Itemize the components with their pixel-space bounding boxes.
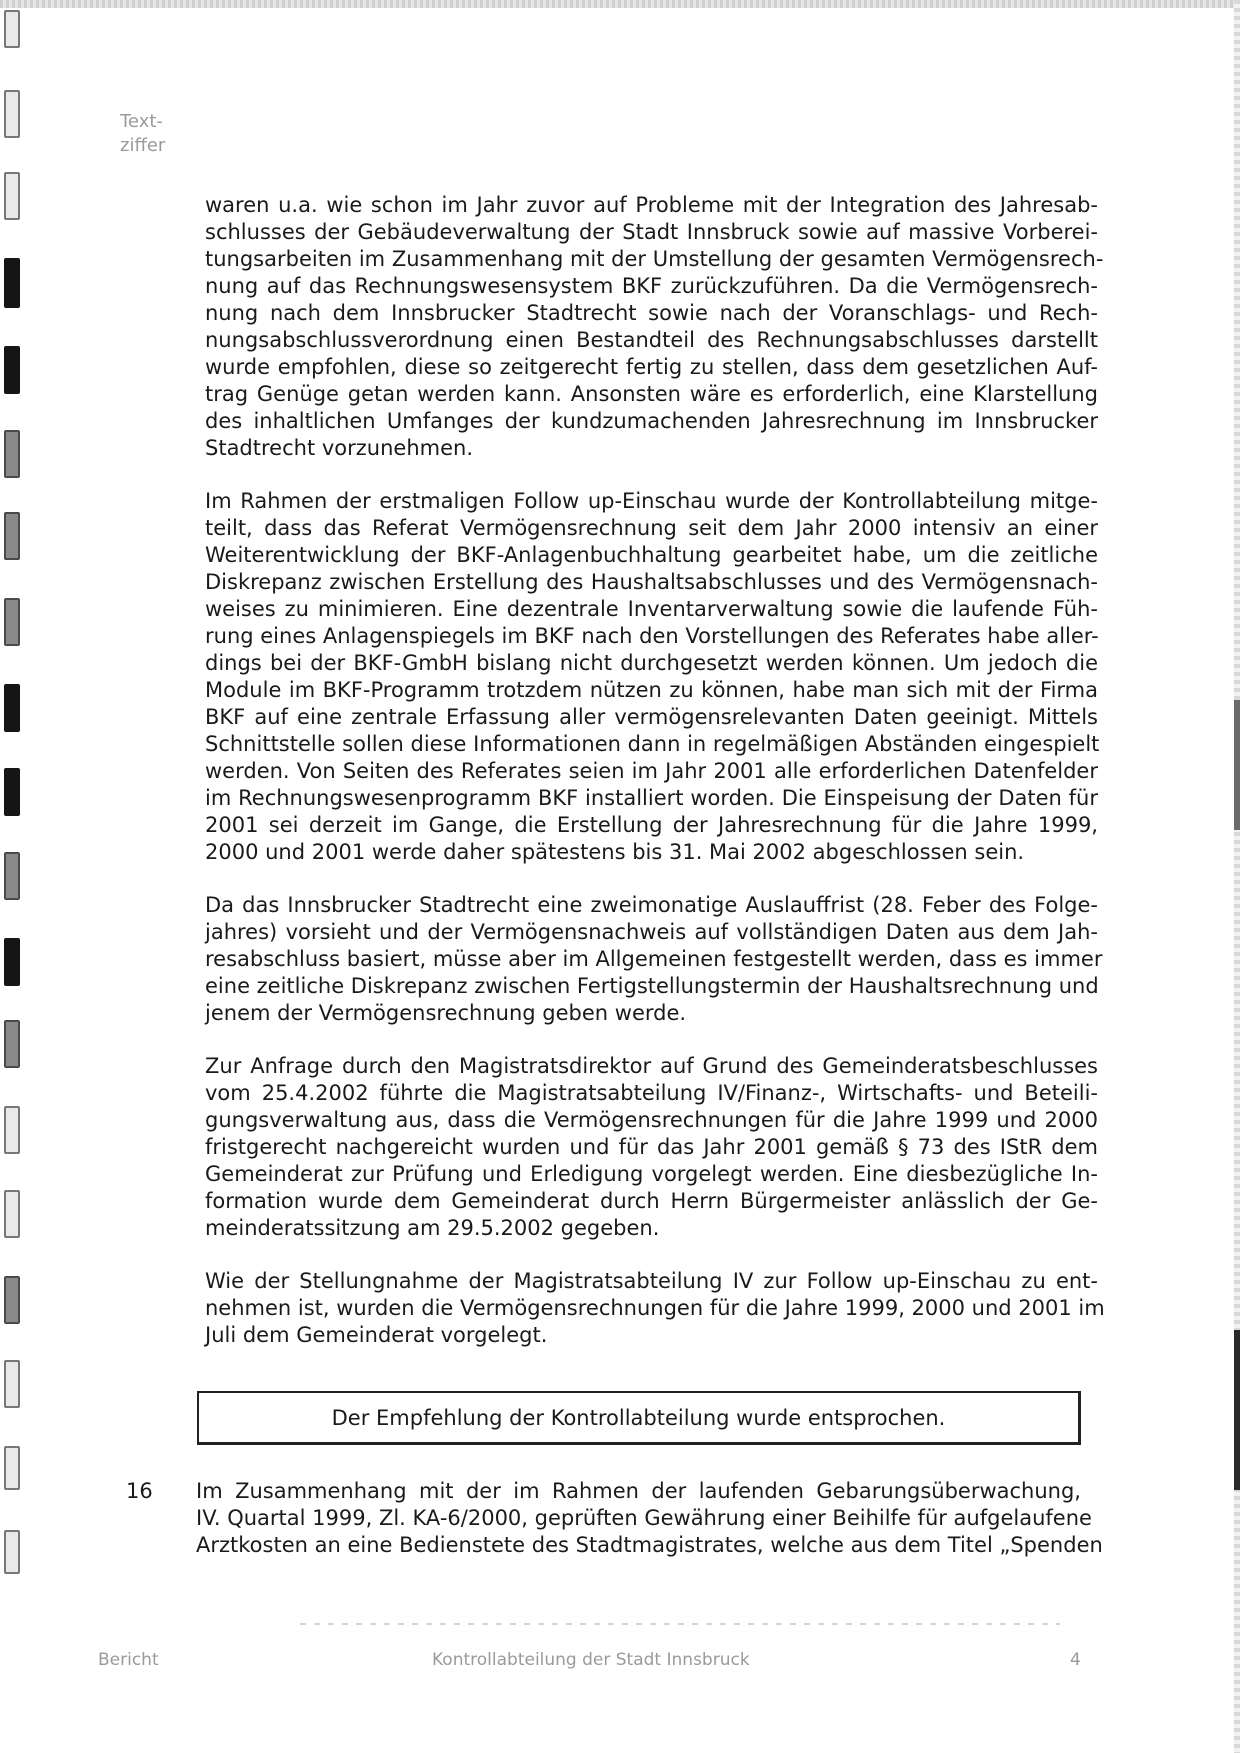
binder-mark xyxy=(4,938,20,986)
binder-mark xyxy=(4,1360,20,1408)
text-line: weises zu minimieren. Eine dezentrale Inventarverwaltung sowie die laufende Füh- xyxy=(205,597,1098,621)
text-line: nungsabschlussverordnung einen Bestandteil des Rechnungsabschlusses darstellt xyxy=(205,328,1098,352)
scan-edge-top xyxy=(0,0,1240,8)
binder-mark xyxy=(4,512,20,560)
result-box xyxy=(197,1391,1081,1445)
text-line: werden. Von Seiten des Referates seien im Jahr 2001 alle erforderlichen Datenfelder xyxy=(205,759,1098,783)
text-line: BKF auf eine zentrale Erfassung aller vermögensrelevanten Daten geeinigt. Mittels xyxy=(205,705,1098,729)
binder-mark xyxy=(4,430,20,478)
binder-mark xyxy=(4,1106,20,1154)
text-line: trag Genüge getan werden kann. Ansonsten wäre es erforderlich, eine Klarstellung xyxy=(205,382,1098,406)
text-line: wurde empfohlen, diese so zeitgerecht fertig zu stellen, dass dem gesetzlichen Auf- xyxy=(205,355,1098,379)
text-line: Schnittstelle sollen diese Informationen dann in regelmäßigen Abständen eingespielt xyxy=(205,732,1100,756)
text-line: Wie der Stellungnahme der Magistratsabteilung IV zur Follow up-Einschau zu ent- xyxy=(205,1269,1098,1293)
scan-edge-right-shadow xyxy=(1234,700,1240,830)
margin-label-line: ziffer xyxy=(120,135,166,156)
paragraph-3 xyxy=(205,892,1103,1027)
document-body xyxy=(205,192,1105,1375)
binder-mark xyxy=(4,346,20,394)
result-text: Der Empfehlung der Kontrollabteilung wurde entsprochen. xyxy=(331,1405,946,1430)
text-line: meinderatssitzung am 29.5.2002 gegeben. xyxy=(205,1216,660,1240)
page-number: 4 xyxy=(1070,1650,1081,1670)
binder-mark xyxy=(4,90,20,138)
text-line: Juli dem Gemeinderat vorgelegt. xyxy=(205,1323,548,1347)
binder-mark xyxy=(4,768,20,816)
text-line: dings bei der BKF-GmbH bislang nicht durchgesetzt werden können. Um jedoch die xyxy=(205,651,1098,675)
text-line: waren u.a. wie schon im Jahr zuvor auf Probleme mit der Integration des Jahresab- xyxy=(205,193,1098,217)
footer-report-label: Bericht xyxy=(98,1650,159,1670)
text-line: nung auf das Rechnungswesensystem BKF zurückzuführen. Da die Vermögensrech- xyxy=(205,274,1098,298)
text-line: 2000 und 2001 werde daher spätestens bis 31. Mai 2002 abgeschlossen sein. xyxy=(205,840,1025,864)
section-number: 16 xyxy=(126,1479,153,1503)
section-16-paragraph xyxy=(196,1478,1103,1559)
paragraph-2 xyxy=(205,488,1098,866)
text-line: nehmen ist, wurden die Vermögensrechnungen für die Jahre 1999, 2000 und 2001 im xyxy=(205,1296,1105,1320)
text-line: teilt, dass das Referat Vermögensrechnung seit dem Jahr 2000 intensiv an einer xyxy=(205,516,1098,540)
binder-mark xyxy=(4,258,20,308)
footer-rule xyxy=(300,1623,1060,1625)
binder-mark xyxy=(4,1276,20,1324)
binder-mark xyxy=(4,852,20,900)
paragraph-4 xyxy=(205,1053,1098,1242)
text-line: tungsarbeiten im Zusammenhang mit der Umstellung der gesamten Vermögensrech- xyxy=(205,247,1104,271)
text-line: Module im BKF-Programm trotzdem nützen zu können, habe man sich mit der Firma xyxy=(205,678,1098,702)
text-line: Gemeinderat zur Prüfung und Erledigung vorgelegt werden. Eine diesbezügliche In- xyxy=(205,1162,1098,1186)
text-line: Stadtrecht vorzunehmen. xyxy=(205,436,473,460)
footer-department: Kontrollabteilung der Stadt Innsbruck xyxy=(432,1650,750,1670)
scan-edge-right-shadow xyxy=(1234,1330,1240,1490)
text-line: gungsverwaltung aus, dass die Vermögensrechnungen für die Jahre 1999 und 2000 xyxy=(205,1108,1098,1132)
text-line: 2001 sei derzeit im Gange, die Erstellung der Jahresrechnung für die Jahre 1999, xyxy=(205,813,1098,837)
text-line: im Rechnungswesenprogramm BKF installiert worden. Die Einspeisung der Daten für xyxy=(205,786,1098,810)
text-line: eine zeitliche Diskrepanz zwischen Fertigstellungstermin der Haushaltsrechnung und xyxy=(205,974,1099,998)
binder-mark xyxy=(4,1446,20,1490)
text-line: Da das Innsbrucker Stadtrecht eine zweimonatige Auslauffrist (28. Feber des Folge- xyxy=(205,893,1098,917)
binder-mark xyxy=(4,172,20,220)
binder-mark xyxy=(4,1020,20,1068)
text-line: IV. Quartal 1999, Zl. KA-6/2000, geprüften Gewährung einer Beihilfe für aufgelaufene xyxy=(196,1506,1092,1530)
paragraph-1 xyxy=(205,192,1104,462)
text-line: rung eines Anlagenspiegels im BKF nach den Vorstellungen des Referates habe aller- xyxy=(205,624,1099,648)
text-line: nung nach dem Innsbrucker Stadtrecht sowie nach der Voranschlags- und Rech- xyxy=(205,301,1098,325)
margin-label-line: Text- xyxy=(120,111,163,132)
text-line: vom 25.4.2002 führte die Magistratsabteilung IV/Finanz-, Wirtschafts- und Beteili- xyxy=(205,1081,1098,1105)
margin-label-textziffer xyxy=(120,110,200,158)
text-line: fristgerecht nachgereicht wurden und für das Jahr 2001 gemäß § 73 des IStR dem xyxy=(205,1135,1098,1159)
text-line: jenem der Vermögensrechnung geben werde. xyxy=(205,1001,687,1025)
binder-mark xyxy=(4,598,20,646)
text-line: Arztkosten an eine Bedienstete des Stadtmagistrates, welche aus dem Titel „Spenden xyxy=(196,1533,1103,1557)
binder-mark xyxy=(4,1530,20,1574)
text-line: resabschluss basiert, müsse aber im Allgemeinen festgestellt werden, dass es immer xyxy=(205,947,1103,971)
text-line: Im Zusammenhang mit der im Rahmen der laufenden Gebarungsüberwachung, xyxy=(196,1479,1081,1503)
binder-mark xyxy=(4,1190,20,1238)
text-line: Zur Anfrage durch den Magistratsdirektor auf Grund des Gemeinderatsbeschlusses xyxy=(205,1054,1098,1078)
binder-mark xyxy=(4,10,20,48)
text-line: Im Rahmen der erstmaligen Follow up-Einschau wurde der Kontrollabteilung mitge- xyxy=(205,489,1098,513)
text-line: Weiterentwicklung der BKF-Anlagenbuchhaltung gearbeitet habe, um die zeitliche xyxy=(205,543,1098,567)
text-line: Diskrepanz zwischen Erstellung des Haushaltsabschlusses und des Vermögensnach- xyxy=(205,570,1098,594)
binder-hole-strip xyxy=(0,0,26,1753)
text-line: jahres) vorsieht und der Vermögensnachweis auf vollständigen Daten aus dem Jah- xyxy=(205,920,1098,944)
scan-edge-right xyxy=(1234,0,1240,1753)
paragraph-5 xyxy=(205,1268,1105,1349)
binder-mark xyxy=(4,684,20,732)
text-line: schlusses der Gebäudeverwaltung der Stadt Innsbruck sowie auf massive Vorberei- xyxy=(205,220,1098,244)
text-line: des inhaltlichen Umfanges der kundzumachenden Jahresrechnung im Innsbrucker xyxy=(205,409,1098,433)
text-line: formation wurde dem Gemeinderat durch Herrn Bürgermeister anlässlich der Ge- xyxy=(205,1189,1098,1213)
